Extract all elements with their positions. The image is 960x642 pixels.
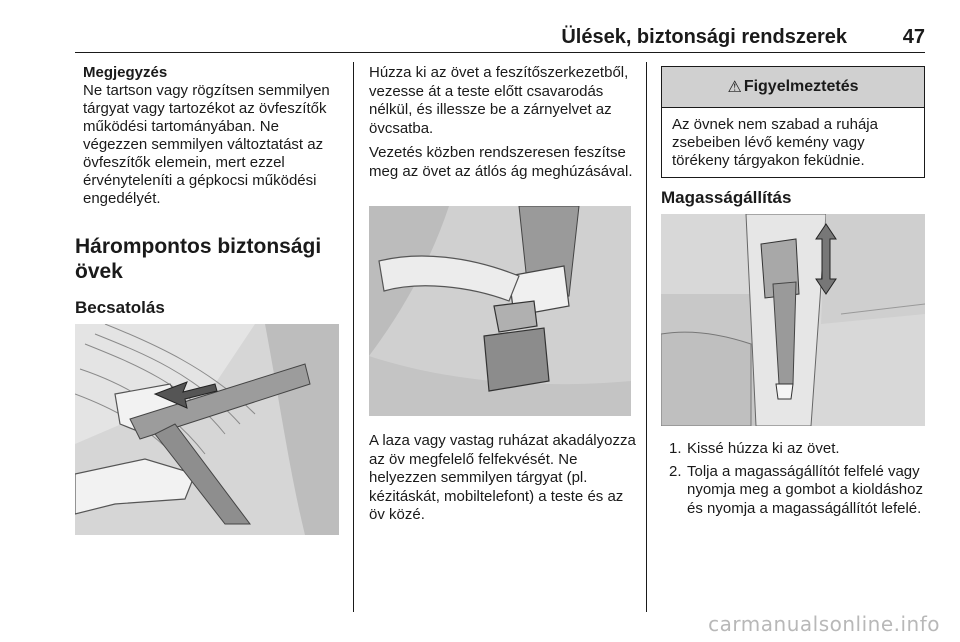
- warning-text: Az övnek nem szabad a ruhája zsebeiben lévő kemény vagy törékeny tárgyakon feküdnie.: [672, 116, 878, 169]
- middle-column-bottom: [369, 432, 637, 525]
- instruction-fasten: Húzza ki az övet a feszítőszerkezetből, vezesse át a teste előtt csavarodás nélkül, és illessze be a zárnyelvet az övcsatba.: [369, 64, 629, 137]
- height-adjust-section: [661, 188, 925, 208]
- steps-list: [661, 440, 925, 518]
- step-number: 2.: [669, 462, 682, 480]
- left-headings: [75, 234, 345, 318]
- warning-box: [661, 66, 925, 178]
- height-adjust-steps: [661, 440, 925, 522]
- warning-header: [662, 67, 924, 108]
- latch-buckle-illustration: [369, 206, 631, 416]
- list-item: [661, 463, 925, 519]
- buckling-illustration: [75, 324, 339, 535]
- clothing-note: A laza vagy vastag ruházat akadályozza az öv megfelelő felfekvését. Ne helyezzen semmilyen tárgyat (pl. kézitáskát, mobiltelefont) a teste és az öv közé.: [369, 432, 636, 523]
- height-adjust-heading: Magasságállítás: [661, 188, 792, 207]
- step-number: 1.: [669, 440, 682, 457]
- section-subheading: Becsatolás: [75, 298, 165, 317]
- page-header: [75, 22, 925, 53]
- warning-title: Figyelmeztetés: [743, 78, 859, 95]
- note-title: Megjegyzés: [83, 64, 168, 81]
- page-number: 47: [902, 26, 925, 48]
- watermark: carmanualsonline.info: [708, 612, 940, 636]
- column-divider-left: [353, 62, 354, 612]
- left-column: [83, 64, 345, 208]
- warning-triangle-icon: ⚠: [727, 79, 742, 96]
- column-divider-right: [646, 62, 647, 612]
- instruction-tighten: Vezetés közben rendszeresen feszítse meg az övet az átlós ág meghúzásával.: [369, 144, 633, 180]
- section-heading: Hárompontos biztonsági övek: [75, 235, 322, 283]
- step-text: Tolja a magasságállítót felfelé vagy nyomja meg a gombot a kioldáshoz és nyomja a magasságállítót lefelé.: [687, 462, 923, 517]
- note-text: Ne tartson vagy rögzítsen semmilyen tárgyat vagy tartozékot az övfeszítők működési tartományában. Ne végezzen semmilyen változtatást az övfeszítők elemein, mert ezzel érvényteleníti a gépkocsi működési engedélyét.: [83, 82, 330, 207]
- step-text: Kissé húzza ki az övet.: [687, 440, 840, 457]
- list-item: [661, 440, 925, 459]
- page-title: Ülések, biztonsági rendszerek: [561, 26, 847, 48]
- height-adjuster-illustration: [661, 214, 925, 426]
- middle-column-top: [369, 64, 637, 181]
